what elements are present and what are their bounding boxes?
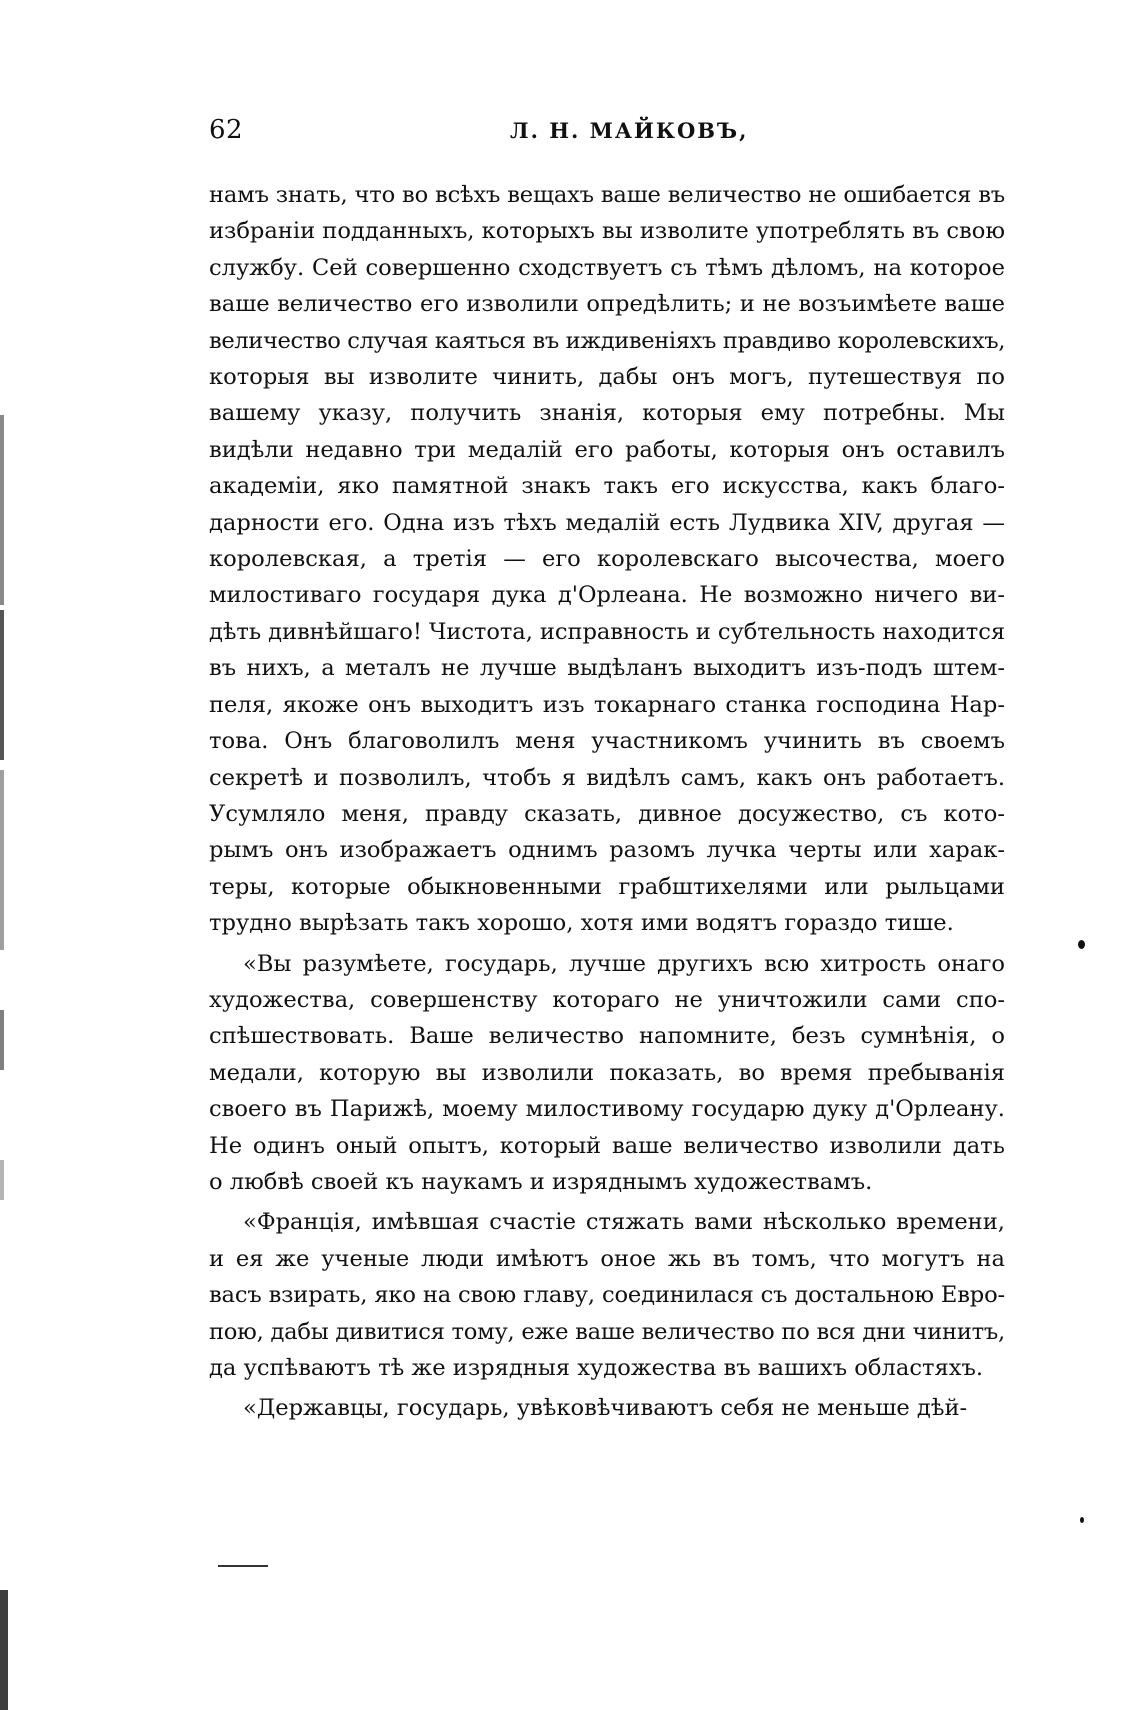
running-head: Л. Н. МАЙКОВЪ,: [510, 118, 749, 143]
text-line: това. Онъ благоволилъ меня участникомъ учинить въ своемъ: [209, 728, 1005, 755]
text-line: и ея же ученые люди имѣютъ оное жь въ томъ, что могутъ на: [209, 1245, 1005, 1272]
scan-edge-mark: [0, 1590, 8, 1710]
text-line: «Франція, имѣвшая счастіе стяжать вами нѣсколько времени,: [243, 1209, 1005, 1236]
text-line: «Вы разумѣете, государь, лучше другихъ всю хитрость онаго: [243, 950, 1005, 977]
text-line: рымъ онъ изображаетъ однимъ разомъ лучка черты или харак-: [209, 837, 1005, 864]
text-line: дарности его. Одна изъ тѣхъ медалій есть Лудвика XIV, другая —: [209, 509, 1005, 536]
scan-edge-mark: [0, 610, 4, 760]
scan-dot: [1078, 940, 1085, 949]
text-line: дѣть дивнѣйшаго! Чистота, исправность и субтельность находится: [209, 618, 1005, 645]
page-number: 62: [209, 115, 244, 145]
text-line: вашему указу, получить знанія, которыя ему потребны. Мы: [209, 400, 1005, 427]
paragraph: [209, 946, 1005, 1201]
text-line: службу. Сей совершенно сходствуетъ съ тѣмъ дѣломъ, на которое: [209, 254, 1005, 281]
text-line: въ нихъ, а металъ не лучше выдѣланъ выходитъ изъ-подъ штем-: [209, 655, 1005, 682]
text-line: медали, которую вы изволили показать, во время пребыванія: [209, 1059, 1005, 1086]
text-line: избраніи подданныхъ, которыхъ вы изволите употреблять въ свою: [209, 218, 1005, 245]
text-line: видѣли недавно три медалій его работы, которыя онъ оставилъ: [209, 436, 1005, 463]
scan-edge-mark: [0, 1160, 4, 1200]
scan-edge-mark: [0, 1010, 4, 1070]
text-line: которыя вы изволите чинить, дабы онъ могъ, путешествуя по: [209, 364, 1005, 391]
scan-edge-mark: [0, 770, 4, 950]
text-line: васъ взирать, яко на свою главу, соединилася съ достальною Евро-: [209, 1282, 1005, 1309]
paragraph: [209, 1390, 1005, 1426]
text-line: намъ знать, что во всѣхъ вещахъ ваше величество не ошибается въ: [209, 182, 1005, 208]
text-line: теры, которые обыкновенными грабштихелями или рыльцами: [209, 873, 1005, 900]
text-line: секретѣ и позволилъ, чтобъ я видѣлъ самъ, какъ онъ работаетъ.: [209, 764, 1005, 791]
text-line: о любвѣ своей къ наукамъ и изряднымъ художествамъ.: [209, 1168, 873, 1195]
text-line: своего въ Парижѣ, моему милостивому государю дуку д'Орлеану.: [209, 1096, 1005, 1123]
text-line: трудно вырѣзать такъ хорошо, хотя ими водятъ гораздо тише.: [209, 910, 954, 937]
body-text: [209, 177, 1005, 1427]
text-line: художества, совершенству котораго не уничтожили сами спо-: [209, 986, 1005, 1013]
text-line: милостиваго государя дука д'Орлеана. Не возможно ничего ви-: [209, 582, 1005, 609]
text-line: спѣшествовать. Ваше величество напомните, безъ сумнѣнія, о: [209, 1023, 1005, 1050]
text-line: «Державцы, государь, увѣковѣчиваютъ себя не меньше дѣй-: [243, 1395, 968, 1422]
text-line: да успѣваютъ тѣ же изрядныя художества въ вашихъ областяхъ.: [209, 1355, 984, 1381]
text-line: величество случая каяться въ иждивеніяхъ правдиво королевскихъ,: [209, 327, 1005, 354]
text-line: Не одинъ оный опытъ, который ваше величество изволили дать: [209, 1132, 1005, 1159]
scan-rule-mark: [218, 1565, 268, 1567]
text-line: ваше величество его изволили опредѣлить; и не возъимѣете ваше: [209, 291, 1005, 318]
text-line: Усумляло меня, правду сказать, дивное досужество, съ кото-: [209, 800, 1005, 827]
text-line: пеля, якоже онъ выходитъ изъ токарнаго станка господина Нар-: [209, 691, 1005, 718]
text-line: королевская, а третія — его королевскаго высочества, моего: [209, 546, 1005, 573]
paragraph: [209, 1204, 1005, 1386]
text-line: академіи, яко памятной знакъ такъ его искусства, какъ благо-: [209, 473, 1005, 500]
paragraph: [209, 177, 1005, 942]
scan-edge-mark: [0, 415, 4, 605]
text-line: пою, дабы дивитися тому, еже ваше величество по вся дни чинитъ,: [209, 1318, 1005, 1345]
scan-dot: [1080, 1517, 1084, 1523]
